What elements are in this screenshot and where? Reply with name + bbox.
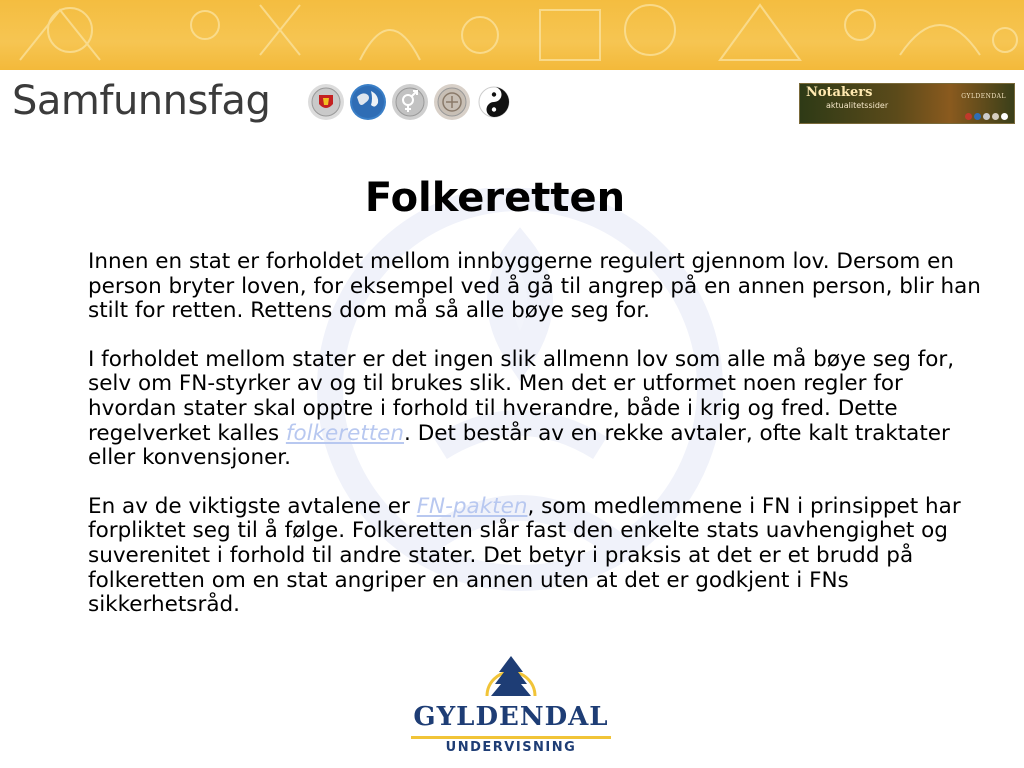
paragraph-1	[88, 250, 988, 324]
page-title: Folkeretten	[364, 175, 626, 221]
gender-symbols-icon[interactable]	[392, 84, 428, 120]
paragraph-3-text-end: , som medlemmene i FN i prinsippet har forpliktet seg til å følge. Folkeretten slår fast den enkelte stats uavhengighet og suverenitet i forhold til andre stater. Det betyr i praksis at det er et brudd på folkeretten om en stat angriper en annen uten at det er godkjent i FNs sikkerhetsråd.	[88, 493, 961, 618]
gyldendal-subtitle: UNDERVISNING	[445, 740, 577, 755]
header	[0, 70, 1024, 132]
notakers-title: Notakers	[806, 85, 873, 100]
paragraph-3-text-start: En av de viktigste avtalene er	[88, 493, 417, 519]
subject-title: Samfunnsfag	[12, 78, 271, 124]
yin-yang-icon[interactable]	[476, 84, 512, 120]
decorative-banner	[0, 0, 1024, 70]
notakers-icon-strip	[965, 113, 1008, 120]
subject-icons	[308, 84, 512, 120]
paragraph-2	[88, 348, 988, 471]
paragraph-2-text-start: I forholdet mellom stater er det ingen slik allmenn lov som alle må bøye seg for, selv om FN-styrker av og til brukes slik. Men det er utformet noen regler for hvordan stater skal opptre i forhold til hverandre, både i krig og fred. Dette regelverket kalles	[88, 346, 955, 446]
tree-icon	[481, 652, 541, 700]
notakers-subtitle: aktualitetssider	[826, 101, 889, 110]
gyldendal-logo[interactable]	[405, 652, 617, 762]
coin-icon[interactable]	[434, 84, 470, 120]
paragraph-1-text: Innen en stat er forholdet mellom innbyggerne regulert gjennom lov. Dersom en person bryter loven, for eksempel ved å gå til angrep på en annen person, blir han stilt for retten. Rettens dom må så alle bøye seg for.	[88, 249, 981, 324]
gyldendal-name: GYLDENDAL	[413, 702, 609, 732]
fn-pakten-link[interactable]: FN-pakten	[416, 493, 528, 519]
notakers-banner[interactable]	[799, 83, 1015, 124]
paragraph-2-text-end: . Det består av en rekke avtaler, ofte kalt traktater eller konvensjoner.	[88, 420, 950, 471]
banner-doodles	[0, 0, 1024, 70]
gyldendal-divider	[411, 736, 611, 739]
article-body	[88, 250, 988, 642]
notakers-publisher: GYLDENDAL	[961, 93, 1006, 100]
paragraph-3	[88, 495, 988, 618]
folkeretten-link[interactable]: folkeretten	[285, 420, 405, 446]
globe-icon[interactable]	[350, 84, 386, 120]
coat-of-arms-icon[interactable]	[308, 84, 344, 120]
